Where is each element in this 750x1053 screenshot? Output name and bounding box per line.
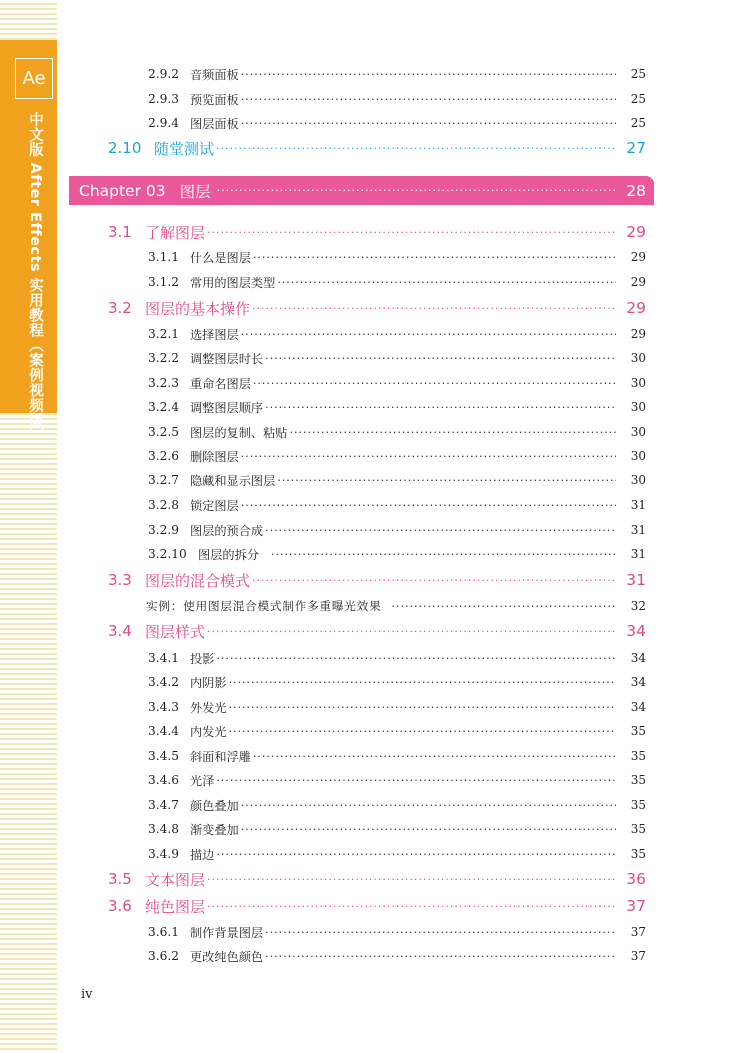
toc-section[interactable] xyxy=(108,220,646,244)
entry-number: 3.4.9 xyxy=(148,847,180,861)
leader-dots xyxy=(277,475,616,486)
toc-entry[interactable] xyxy=(148,247,646,267)
leader-dots xyxy=(290,427,617,438)
toc-entry[interactable] xyxy=(148,819,646,839)
leader-dots xyxy=(265,927,616,938)
leader-dots xyxy=(241,69,616,80)
leader-dots xyxy=(252,574,616,587)
toc-entry[interactable] xyxy=(148,746,646,766)
entry-number: 3.2.8 xyxy=(148,498,180,512)
leader-dots xyxy=(241,500,616,511)
leader-dots xyxy=(217,184,618,197)
entry-number: 3.4.5 xyxy=(148,749,180,763)
entry-number: 3.2.3 xyxy=(148,376,180,390)
leader-dots xyxy=(216,775,616,786)
leader-dots xyxy=(241,824,616,835)
leader-dots xyxy=(216,849,616,860)
section-number: 3.2 xyxy=(108,299,132,317)
toc-entry[interactable] xyxy=(148,721,646,741)
entry-number: 3.2.2 xyxy=(148,351,180,365)
entry-title: 什么是图层 xyxy=(190,250,251,265)
toc-entry[interactable] xyxy=(148,770,646,790)
entry-page: 37 xyxy=(630,949,646,963)
ae-logo: Ae xyxy=(15,58,53,99)
entry-page: 29 xyxy=(630,250,646,264)
section-number: 2.10 xyxy=(108,139,142,157)
toc-section[interactable] xyxy=(108,136,646,160)
entry-number: 3.4.3 xyxy=(148,700,180,714)
entry-title: 投影 xyxy=(190,651,215,666)
entry-page: 35 xyxy=(630,847,646,861)
side-book-title: 中文版 After Effects 实用教程（案例视频版） xyxy=(27,112,43,443)
chapter-title: 图层 xyxy=(179,182,211,201)
example-title: 实例：使用图层混合模式制作多重曝光效果 xyxy=(146,599,382,613)
entry-title: 锁定图层 xyxy=(190,498,239,513)
entry-number: 3.4.1 xyxy=(148,651,180,665)
entry-title: 渐变叠加 xyxy=(190,822,239,837)
leader-dots xyxy=(241,118,616,129)
entry-title: 更改纯色颜色 xyxy=(190,949,264,964)
toc-section[interactable] xyxy=(108,867,646,891)
entry-title: 内阴影 xyxy=(190,675,227,690)
leader-dots xyxy=(253,378,616,389)
toc-entry[interactable] xyxy=(148,648,646,668)
leader-dots xyxy=(265,525,616,536)
toc-entry[interactable] xyxy=(148,397,646,417)
section-number: 3.3 xyxy=(108,571,132,589)
section-title: 图层的混合模式 xyxy=(145,571,251,590)
entry-title: 隐藏和显示图层 xyxy=(190,473,276,488)
entry-number: 3.2.5 xyxy=(148,425,180,439)
entry-page: 25 xyxy=(630,67,646,81)
toc-entry[interactable] xyxy=(148,922,646,942)
section-page: 36 xyxy=(626,870,646,888)
leader-dots xyxy=(252,302,616,315)
entry-page: 30 xyxy=(630,449,646,463)
section-number: 3.4 xyxy=(108,622,132,640)
leader-dots xyxy=(241,329,616,340)
entry-number: 3.2.9 xyxy=(148,523,180,537)
leader-dots xyxy=(216,142,616,155)
toc-entry[interactable] xyxy=(148,89,646,109)
entry-page: 29 xyxy=(630,275,646,289)
entry-page: 34 xyxy=(630,675,646,689)
leader-dots xyxy=(229,702,616,713)
entry-number: 2.9.4 xyxy=(148,116,180,130)
entry-number: 3.4.2 xyxy=(148,675,180,689)
entry-number: 3.4.8 xyxy=(148,822,180,836)
entry-page: 35 xyxy=(630,724,646,738)
entry-number: 3.2.6 xyxy=(148,449,180,463)
leader-dots xyxy=(253,751,616,762)
toc-entry[interactable] xyxy=(148,844,646,864)
chapter-page: 28 xyxy=(626,181,646,200)
section-title: 纯色图层 xyxy=(145,897,206,916)
entry-page: 37 xyxy=(630,925,646,939)
toc-example-entry[interactable] xyxy=(146,596,646,616)
toc-section[interactable] xyxy=(108,894,646,918)
toc-entry[interactable] xyxy=(148,697,646,717)
entry-title: 颜色叠加 xyxy=(190,798,239,813)
entry-title: 斜面和浮雕 xyxy=(190,749,251,764)
entry-page: 34 xyxy=(630,651,646,665)
entry-number: 3.2.10 xyxy=(148,547,187,561)
entry-title: 光泽 xyxy=(190,773,215,788)
section-page: 29 xyxy=(626,299,646,317)
entry-number: 3.4.6 xyxy=(148,773,180,787)
leader-dots xyxy=(207,900,616,913)
chapter-number: Chapter 03 xyxy=(79,181,166,200)
leader-dots xyxy=(207,625,616,638)
section-page: 27 xyxy=(626,139,646,157)
entry-page: 30 xyxy=(630,473,646,487)
entry-page: 30 xyxy=(630,425,646,439)
entry-page: 31 xyxy=(630,523,646,537)
entry-title: 图层的拆分 xyxy=(198,547,259,562)
section-title: 文本图层 xyxy=(145,870,206,889)
entry-title: 音频面板 xyxy=(190,67,239,82)
entry-page: 30 xyxy=(630,376,646,390)
entry-number: 3.4.4 xyxy=(148,724,180,738)
section-page: 37 xyxy=(626,897,646,915)
leader-dots xyxy=(229,677,616,688)
entry-title: 调整图层顺序 xyxy=(190,400,264,415)
entry-number: 3.2.7 xyxy=(148,473,180,487)
toc-section[interactable] xyxy=(108,296,646,320)
section-title: 了解图层 xyxy=(145,223,206,242)
entry-title: 图层的预合成 xyxy=(190,523,264,538)
entry-page: 34 xyxy=(630,700,646,714)
entry-title: 图层面板 xyxy=(190,116,239,131)
entry-number: 3.6.2 xyxy=(148,949,180,963)
entry-number: 3.1.2 xyxy=(148,275,180,289)
entry-page: 30 xyxy=(630,351,646,365)
section-title: 图层的基本操作 xyxy=(145,299,251,318)
section-number: 3.1 xyxy=(108,223,132,241)
entry-title: 删除图层 xyxy=(190,449,239,464)
leader-dots xyxy=(241,451,616,462)
section-page: 31 xyxy=(626,571,646,589)
leader-dots xyxy=(253,252,616,263)
entry-title: 常用的图层类型 xyxy=(190,275,276,290)
entry-title: 重命名图层 xyxy=(190,376,251,391)
entry-number: 3.2.4 xyxy=(148,400,180,414)
leader-dots xyxy=(265,951,616,962)
leader-dots xyxy=(277,277,616,288)
leader-dots xyxy=(391,601,616,612)
toc-entry[interactable] xyxy=(148,946,646,966)
leader-dots xyxy=(241,94,616,105)
leader-dots xyxy=(229,726,616,737)
toc-entry[interactable] xyxy=(148,373,646,393)
section-page: 29 xyxy=(626,223,646,241)
leader-dots xyxy=(207,226,616,239)
entry-page: 29 xyxy=(630,327,646,341)
toc-entry[interactable] xyxy=(148,422,646,442)
toc-entry[interactable] xyxy=(148,795,646,815)
entry-title: 图层的复制、粘贴 xyxy=(190,425,288,440)
leader-dots xyxy=(265,402,616,413)
entry-page: 31 xyxy=(630,498,646,512)
section-title: 图层样式 xyxy=(145,622,206,641)
leader-dots xyxy=(216,653,616,664)
entry-title: 内发光 xyxy=(190,724,227,739)
entry-page: 35 xyxy=(630,798,646,812)
entry-title: 选择图层 xyxy=(190,327,239,342)
section-number: 3.5 xyxy=(108,870,132,888)
leader-dots xyxy=(241,800,616,811)
toc-entry[interactable] xyxy=(148,470,646,490)
entry-title: 制作背景图层 xyxy=(190,925,264,940)
example-page: 32 xyxy=(630,599,646,613)
entry-page: 35 xyxy=(630,773,646,787)
toc-entry[interactable] xyxy=(148,495,646,515)
toc-section[interactable] xyxy=(108,619,646,643)
entry-page: 30 xyxy=(630,400,646,414)
entry-number: 3.4.7 xyxy=(148,798,180,812)
toc-entry[interactable] xyxy=(148,446,646,466)
section-title: 随堂测试 xyxy=(154,139,215,158)
entry-page: 31 xyxy=(630,547,646,561)
entry-page: 35 xyxy=(630,822,646,836)
entry-number: 3.6.1 xyxy=(148,925,180,939)
section-number: 3.6 xyxy=(108,897,132,915)
toc-section[interactable] xyxy=(108,568,646,592)
entry-title: 外发光 xyxy=(190,700,227,715)
entry-title: 描边 xyxy=(190,847,215,862)
chapter-header[interactable] xyxy=(69,176,654,205)
entry-number: 2.9.3 xyxy=(148,92,180,106)
leader-dots xyxy=(271,549,616,560)
entry-title: 调整图层时长 xyxy=(190,351,264,366)
entry-number: 2.9.2 xyxy=(148,67,180,81)
leader-dots xyxy=(265,353,616,364)
toc-entry[interactable] xyxy=(148,272,646,292)
entry-number: 3.1.1 xyxy=(148,250,180,264)
entry-page: 35 xyxy=(630,749,646,763)
toc-entry[interactable] xyxy=(148,520,646,540)
entry-page: 25 xyxy=(630,92,646,106)
toc-entry[interactable] xyxy=(148,64,646,84)
toc-entry[interactable] xyxy=(148,672,646,692)
toc-entry[interactable] xyxy=(148,324,646,344)
section-page: 34 xyxy=(626,622,646,640)
entry-number: 3.2.1 xyxy=(148,327,180,341)
leader-dots xyxy=(207,873,616,886)
toc-entry[interactable] xyxy=(148,113,646,133)
page-folio: iv xyxy=(81,987,93,1002)
toc-entry[interactable] xyxy=(148,544,646,564)
entry-title: 预览面板 xyxy=(190,92,239,107)
toc-entry[interactable] xyxy=(148,348,646,368)
entry-page: 25 xyxy=(630,116,646,130)
